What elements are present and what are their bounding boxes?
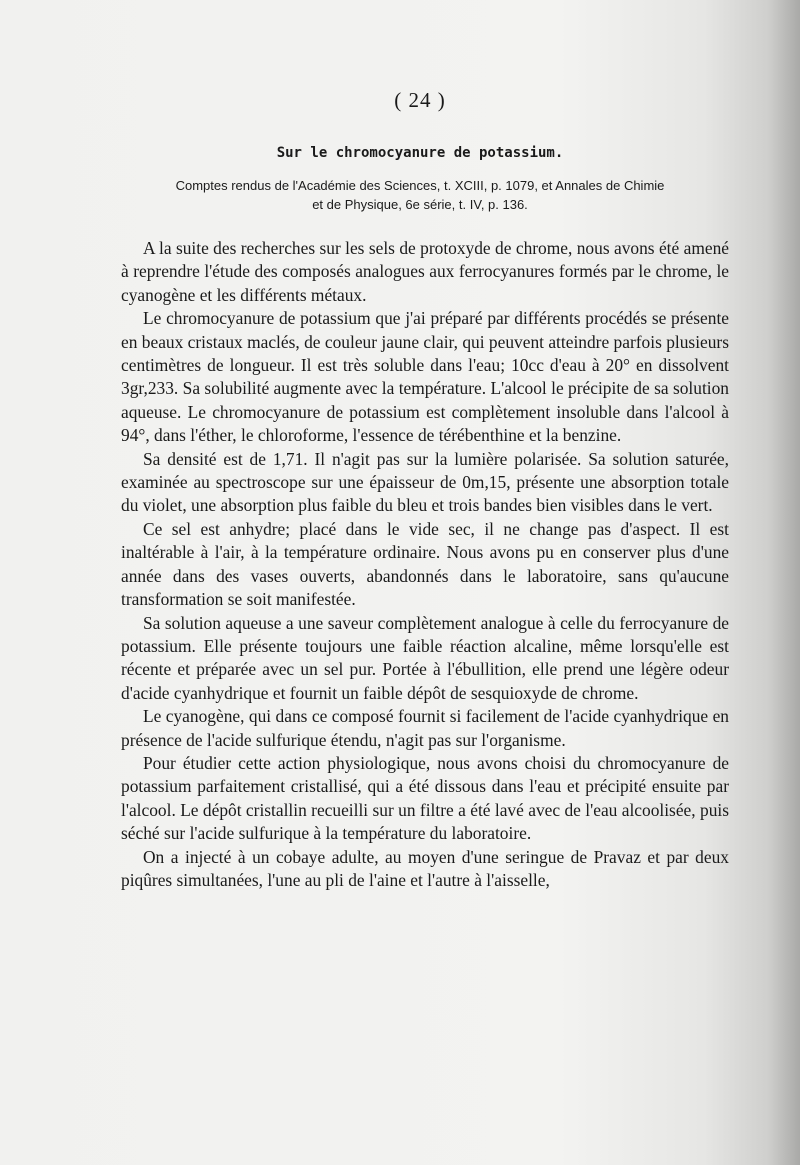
reference-line-1: Comptes rendus de l'Académie des Sciences, t. XCIII, p. 1079, et Annales de Chimie bbox=[175, 178, 665, 193]
paragraph: On a injecté à un cobaye adulte, au moyen d'une seringue de Pravaz et par deux piqûres simultanées, l'une au pli de l'aine et l'autre à l'aisselle, bbox=[121, 846, 729, 890]
reference-line-2: et de Physique, 6e série, t. IV, p. 136. bbox=[312, 197, 528, 212]
paragraph: Ce sel est anhydre; placé dans le vide sec, il ne change pas d'aspect. Il est inaltérable à l'air, à la température ordinaire. Nous avons pu en conserver plus d'une année dans des vases ouverts, abandonnés dans le laboratoire, sans qu'aucune transformation se soit manifestée. bbox=[121, 518, 729, 610]
page-number: ( 24 ) bbox=[394, 88, 446, 112]
bibliographic-reference bbox=[0, 176, 800, 214]
paragraph: Sa solution aqueuse a une saveur complètement analogue à celle du ferrocyanure de potassium. Elle présente toujours une faible réaction alcaline, même lorsqu'elle est récente et préparée avec un sel pur. Portée à l'ébullition, elle prend une légère odeur d'acide cyanhydrique et fournit un faible dépôt de sesquioxyde de chrome. bbox=[121, 612, 729, 703]
paragraph: A la suite des recherches sur les sels de protoxyde de chrome, nous avons été amené à reprendre l'étude des composés analogues aux ferrocyanures formés par le chrome, le cyanogène et les différents métaux. bbox=[121, 238, 729, 305]
paragraph: Le chromocyanure de potassium que j'ai préparé par différents procédés se présente en beaux cristaux maclés, de couleur jaune clair, qui peuvent atteindre parfois plusieurs centimètres de longueur. Il est très soluble dans l'eau; 10cc d'eau à 20° en dissolvent 3gr,233. Sa solubilité augmente avec la température. L'alcool le précipite de sa solution aqueuse. Le chromocyanure de potassium est complètement insoluble dans l'alcool à 94°, dans l'éther, le chloroforme, l'essence de térébenthine et la benzine. bbox=[121, 308, 729, 446]
paragraph: Pour étudier cette action physiologique, nous avons choisi du chromocyanure de potassium parfaitement cristallisé, qui a été dissous dans l'eau et précipité ensuite par l'alcool. Le dépôt cristallin recueilli sur un filtre a été lavé avec de l'eau alcoolisée, puis séché sur l'acide sulfurique à la température du laboratoire. bbox=[121, 752, 729, 844]
article-title: Sur le chromocyanure de potassium. bbox=[276, 145, 564, 161]
body-text bbox=[121, 237, 729, 892]
paragraph: Le cyanogène, qui dans ce composé fournit si facilement de l'acide cyanhydrique en présence de l'acide sulfurique étendu, n'agit pas sur l'organisme. bbox=[121, 706, 729, 750]
paragraph: Sa densité est de 1,71. Il n'agit pas sur la lumière polarisée. Sa solution saturée, examinée au spectroscope sur une épaisseur de 0m,15, présente une absorption totale du violet, une absorption plus faible du bleu et trois bandes bien visibles dans le vert. bbox=[121, 448, 729, 516]
